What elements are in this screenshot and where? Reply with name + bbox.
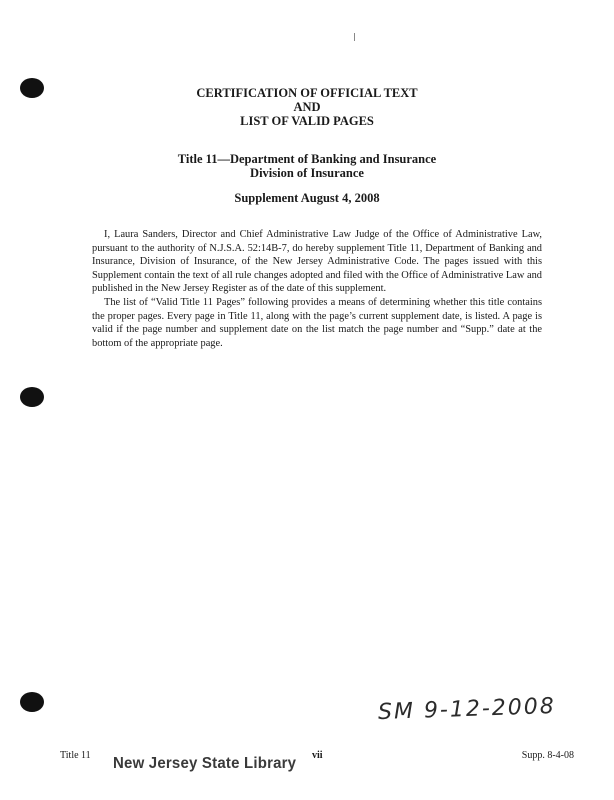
punch-hole-middle (20, 387, 44, 407)
footer-title: Title 11 (60, 750, 91, 761)
certification-heading-line-2: AND (293, 100, 321, 114)
title-department-line: Title 11—Department of Banking and Insurance (177, 152, 437, 166)
supplement-date-heading: Supplement August 4, 2008 (234, 191, 380, 205)
scan-speck (354, 33, 355, 41)
library-stamp: New Jersey State Library (113, 754, 297, 773)
valid-pages-paragraph: The list of “Valid Title 11 Pages” following provides a means of determining whether this title contains the proper pages. Every page in Title 11, along with the page’s current supplement date, is listed. A page is valid if the page number and supplement date on the list match the page number and “Supp.” date at the bottom of the appropriate page. (92, 297, 542, 349)
punch-hole-bottom (20, 692, 44, 712)
certification-paragraph: I, Laura Sanders, Director and Chief Administrative Law Judge of the Office of Administrative Law, pursuant to the authority of N.J.S.A. 52:14B-7, do hereby supplement Title 11, Department of Banking and Insurance, Division of Insurance, of the New Jersey Administrative Code. The pages issued with this Supplement contain the text of all rule changes adopted and filed with the Office of Administrative Law and published in the New Jersey Register as of the date of this supplement. (92, 229, 542, 295)
certification-heading-line-3: LIST OF VALID PAGES (240, 114, 374, 128)
division-line: Division of Insurance (250, 166, 364, 180)
title-department-heading (0, 152, 614, 180)
footer-page-number: vii (312, 750, 323, 761)
certification-heading (0, 86, 614, 128)
certification-heading-line-1: CERTIFICATION OF OFFICIAL TEXT (196, 86, 418, 100)
footer-supplement: Supp. 8-4-08 (521, 750, 574, 761)
handwritten-note: SM 9-12-2008 (377, 693, 557, 726)
